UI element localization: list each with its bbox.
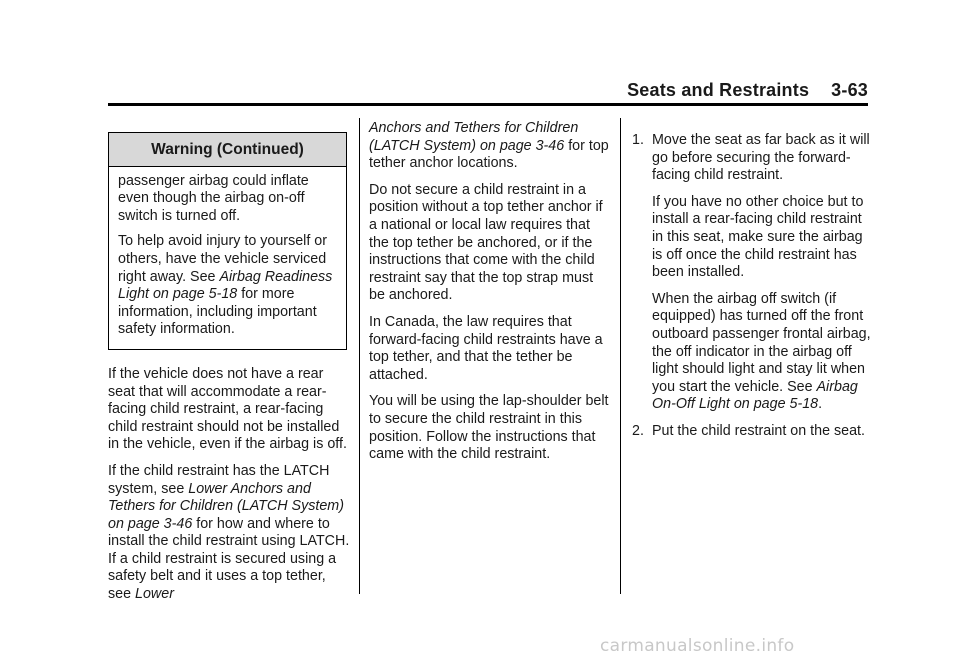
step-text: Move the seat as far back as it will go before securing the forward-facing child restraint. xyxy=(652,132,870,184)
warning-paragraph: passenger airbag could inflate even though the airbag on-off switch is turned off. xyxy=(118,172,309,224)
cross-reference-link[interactable]: Lower Anchors and Tethers for Children (LATCH System) on page 3-46 xyxy=(108,480,344,532)
text: If the child restraint has the LATCH system, see xyxy=(108,462,330,497)
cross-reference-link[interactable]: Anchors and Tethers for Children (LATCH System) on page 3-46 xyxy=(369,120,579,154)
watermark: carmanualsonline.info xyxy=(600,636,795,656)
paragraph: Do not secure a child restraint in a position without a top tether anchor if a national or local law requires that the top tether be anchored, or if the instructions that come with the child restraint say that the top strap must be anchored. xyxy=(369,181,603,304)
paragraph: You will be using the lap-shoulder belt to secure the child restraint in this position. Follow the instructions that came with the child restraint. xyxy=(369,393,609,463)
paragraph xyxy=(369,120,611,173)
page-number: 3-63 xyxy=(831,80,868,100)
warning-title: Warning (Continued) xyxy=(109,133,346,167)
step-text: Put the child restraint on the seat. xyxy=(652,422,865,439)
column-divider xyxy=(359,118,360,594)
warning-paragraph xyxy=(118,233,337,339)
text: . xyxy=(818,396,823,413)
list-item xyxy=(632,132,872,423)
warning-box xyxy=(108,132,347,350)
column-divider xyxy=(620,118,621,594)
text: To help avoid injury to yourself or others, have the vehicle serviced right away. See xyxy=(118,233,328,285)
section-title: Seats and Restraints xyxy=(627,80,810,100)
header-rule xyxy=(108,103,868,106)
cross-reference-link[interactable]: Airbag Readiness Light on page 5-18 xyxy=(118,268,333,303)
step-note: If you have no other choice but to install a rear-facing child restraint in this seat, make sure the airbag is off once the child restraint has been installed. xyxy=(652,193,864,281)
column-1 xyxy=(108,132,350,613)
list-text xyxy=(652,423,872,450)
list-number: 2. xyxy=(632,422,644,439)
column-2 xyxy=(369,120,611,473)
list-item xyxy=(632,423,872,450)
warning-body xyxy=(109,167,346,349)
text: for more information, including important safety information. xyxy=(118,286,317,338)
text: for how and where to install the child restraint using LATCH. If a child restraint is secured using a safety belt and it uses a top tether, see xyxy=(108,515,350,603)
text: for top tether anchor locations. xyxy=(369,137,609,172)
cross-reference-link[interactable]: Lower xyxy=(135,586,174,603)
paragraph: If the vehicle does not have a rear seat that will accommodate a rear-facing child restraint, a rear-facing child restraint should not be installed in the vehicle, even if the airbag is off. xyxy=(108,365,347,453)
step-note xyxy=(652,291,872,414)
paragraph: In Canada, the law requires that forward-facing child restraints have a top tether, and that the tether be attached. xyxy=(369,313,603,383)
page-header xyxy=(627,80,868,101)
paragraph xyxy=(108,463,350,604)
column-3 xyxy=(632,132,872,450)
list-number: 1. xyxy=(632,132,644,148)
list-text xyxy=(652,132,872,423)
cross-reference-link[interactable]: Airbag On-Off Light on page 5-18 xyxy=(652,378,858,413)
text: When the airbag off switch (if equipped) has turned off the front outboard passenger frontal airbag, the off indicator in the airbag off light should light and stay lit when you start the vehicle. See xyxy=(652,290,871,395)
